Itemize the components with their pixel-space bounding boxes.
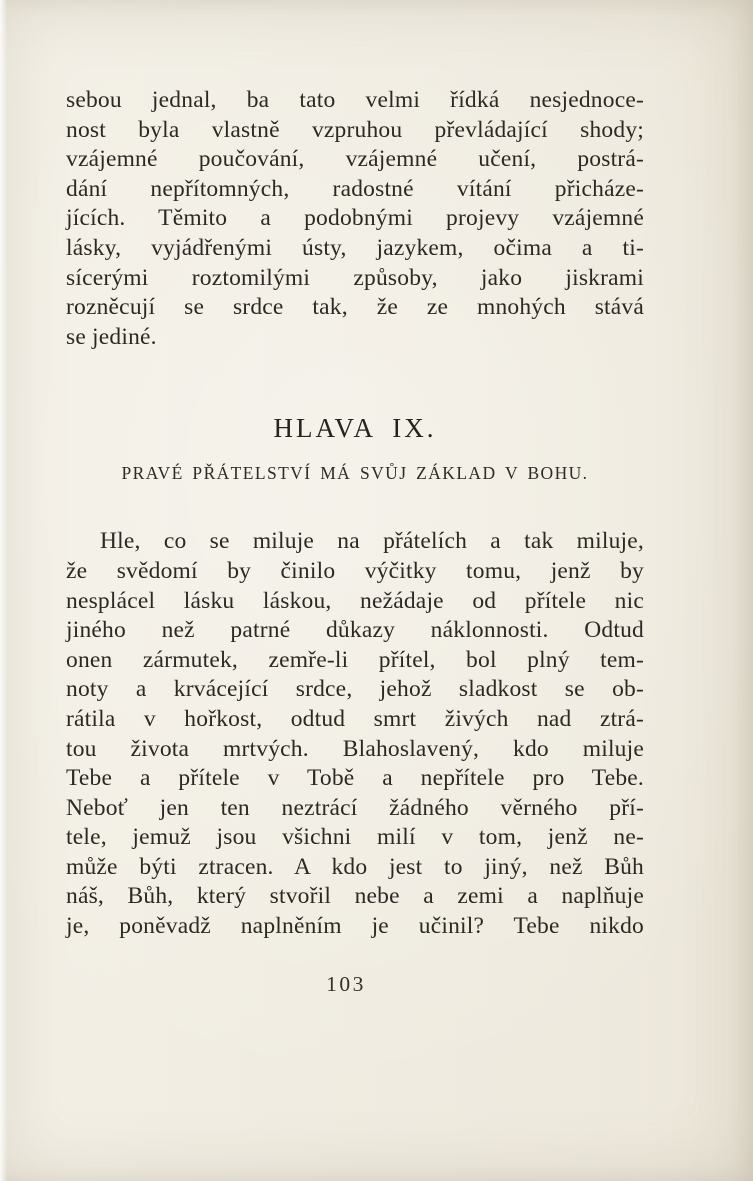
text-line: náš, Bůh, který stvořil nebe a zemi a naplňuje xyxy=(66,883,644,910)
paragraph-body xyxy=(66,527,644,941)
text-line: sícerými roztomilými způsoby, jako jiskrami xyxy=(66,264,644,291)
text-line: Neboť jen ten neztrácí žádného věrného pří- xyxy=(66,794,644,821)
chapter-subheading: PRAVÉ PŘÁTELSTVÍ MÁ SVŮJ ZÁKLAD V BOHU. xyxy=(121,463,589,484)
page-number: 103 xyxy=(326,972,366,996)
text-line: vzájemné poučování, vzájemné učení, postrá- xyxy=(66,146,644,173)
text-line: může býti ztracen. A kdo jest to jiný, než Bůh xyxy=(66,853,644,880)
text-line: jiného než patrné důkazy náklonnosti. Odtud xyxy=(66,617,644,644)
paragraph-continuation xyxy=(66,86,644,352)
text-line: rozněcují se srdce tak, že ze mnohých stává xyxy=(66,294,644,321)
text-line: Tebe a přítele v Tobě a nepřítele pro Tebe. xyxy=(66,765,644,792)
text-line: je, poněvadž naplněním je učinil? Tebe nikdo xyxy=(66,913,644,940)
text-line: nost byla vlastně vzpruhou převládající shody; xyxy=(66,116,644,143)
text-line: nesplácel lásku láskou, nežádaje od přítele nic xyxy=(66,587,644,614)
text-line: tele, jemuž jsou všichni milí v tom, jenž ne- xyxy=(66,824,644,851)
text-line: sebou jednal, ba tato velmi řídká nesjednoce- xyxy=(66,87,644,113)
text-line: lásky, vyjádřenými ústy, jazykem, očima a ti- xyxy=(66,234,644,261)
text-line: rátila v hořkost, odtud smrt živých nad ztrá- xyxy=(66,705,644,732)
text-line: dání nepřítomných, radostné vítání přicháze- xyxy=(66,175,644,202)
text-line: jících. Těmito a podobnými projevy vzájemné xyxy=(66,205,644,232)
text-line: noty a krvácející srdce, jehož sladkost se ob- xyxy=(66,676,644,703)
text-line: že svědomí by činilo výčitky tomu, jenž by xyxy=(66,557,644,584)
text-line: se jediné. xyxy=(66,323,157,350)
text-line: tou života mrtvých. Blahoslavený, kdo miluje xyxy=(66,735,644,762)
text-line: Hle, co se miluje na přátelích a tak miluje, xyxy=(100,528,644,555)
text-line: onen zármutek, zemře-li přítel, bol plný tem- xyxy=(66,646,644,673)
scan-edge-strip xyxy=(0,0,7,1181)
text-block xyxy=(66,86,644,942)
chapter-heading: HLAVA IX. xyxy=(273,413,437,444)
